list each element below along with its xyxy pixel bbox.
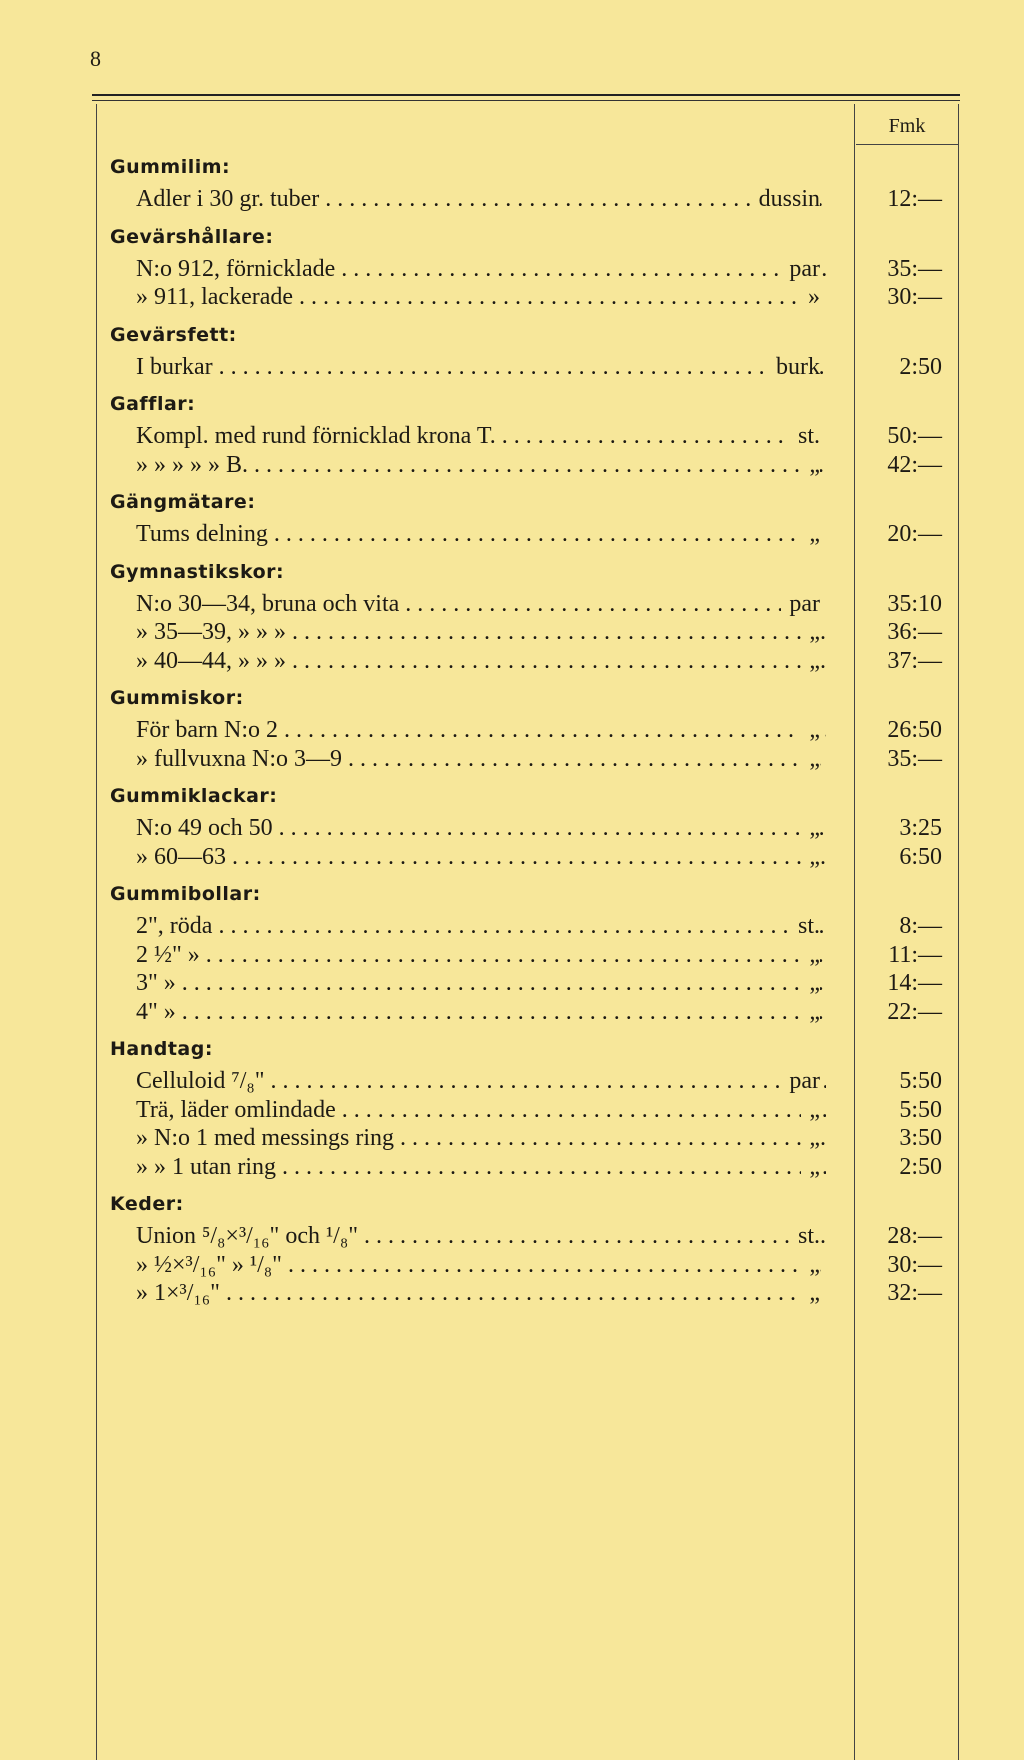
item-price: 35:10 <box>887 590 942 617</box>
item-unit: st. <box>790 422 820 451</box>
item-description: Adler i 30 gr. tuber . . . <box>136 185 826 214</box>
item-unit: par <box>781 1067 820 1096</box>
item-unit: par <box>781 590 820 619</box>
price-row <box>92 283 960 312</box>
item-price: 28:— <box>887 1223 942 1249</box>
item-unit: st. <box>790 1222 820 1251</box>
item-unit: „ <box>801 998 820 1027</box>
item-unit: „ <box>801 1096 820 1125</box>
item-price: 11:— <box>888 941 942 968</box>
item-description: » ½×³/₁₆" » ¹/₈" . . . <box>136 1251 826 1280</box>
item-unit: dussin <box>751 185 820 214</box>
item-description: N:o 49 och 50 . . . <box>136 814 826 843</box>
item-price: 3:50 <box>899 1125 942 1151</box>
price-row <box>92 745 960 774</box>
item-unit: st. <box>790 912 820 941</box>
item-description: » » 1 utan ring . . . <box>136 1153 826 1182</box>
price-row <box>92 843 960 872</box>
section-gap <box>92 1308 960 1314</box>
category-heading: Gängmätare: <box>110 491 256 513</box>
item-description: » fullvuxna N:o 3—9 . . . <box>136 745 826 774</box>
item-description: Kompl. med rund förnicklad krona T. . . . <box>136 422 826 451</box>
item-unit: „ <box>801 647 820 676</box>
item-description: 4" » . . . <box>136 998 826 1027</box>
item-description: » 1×³/₁₆" . . . <box>136 1279 826 1308</box>
currency-header: Fmk <box>856 108 958 145</box>
item-description: I burkar . . . <box>136 353 826 382</box>
category-heading: Gummiklackar: <box>110 785 278 807</box>
item-price: 12:— <box>887 186 942 212</box>
price-row <box>92 422 960 451</box>
item-description: N:o 912, förnicklade . . . <box>136 255 826 284</box>
item-price: 5:50 <box>899 1068 942 1094</box>
item-unit: „ <box>801 941 820 970</box>
item-description: N:o 30—34, bruna och vita . . . <box>136 590 826 619</box>
category-heading: Gummibollar: <box>110 883 261 905</box>
top-rule <box>92 94 960 96</box>
item-description: Tums delning . . . <box>136 520 826 549</box>
item-description: » 40—44, » » » . . . <box>136 647 826 676</box>
item-description: För barn N:o 2 . . . <box>136 716 826 745</box>
item-price: 2:50 <box>899 1153 942 1180</box>
item-price: 42:— <box>887 451 942 478</box>
price-row <box>92 618 960 647</box>
page-number: 8 <box>90 46 101 71</box>
item-unit: „ <box>801 969 820 998</box>
category-heading: Gevärshållare: <box>110 225 274 248</box>
price-row <box>92 590 960 619</box>
item-price: 2:50 <box>899 353 942 380</box>
item-price: 5:50 <box>899 1096 942 1123</box>
item-price: 26:50 <box>887 717 942 743</box>
price-row <box>92 647 960 676</box>
price-row <box>92 1222 960 1251</box>
item-description: 3" » . . . <box>136 969 826 998</box>
price-row <box>92 520 960 549</box>
item-unit: „ <box>801 1153 820 1182</box>
item-description: » 911, lackerade . . . <box>136 283 826 312</box>
item-price: 3:25 <box>899 815 942 841</box>
item-price: 50:— <box>887 423 942 449</box>
price-row <box>92 969 960 998</box>
price-row <box>92 185 960 214</box>
item-unit: „ <box>801 1279 820 1308</box>
item-price: 20:— <box>887 521 942 547</box>
price-row <box>92 1067 960 1096</box>
item-unit: „ <box>801 618 820 647</box>
item-unit: „ <box>801 716 820 745</box>
price-row <box>92 941 960 970</box>
item-unit: » <box>800 283 820 312</box>
price-row <box>92 451 960 480</box>
item-price: 30:— <box>887 284 942 310</box>
price-row <box>92 1279 960 1308</box>
category-heading: Handtag: <box>110 1038 213 1060</box>
item-unit: „ <box>801 520 820 549</box>
item-description: » N:o 1 med messings ring . . . <box>136 1124 826 1153</box>
item-description: » 60—63 . . . <box>136 843 826 872</box>
item-description: Union ⁵/₈×³/₁₆" och ¹/₈" . . . <box>136 1222 826 1251</box>
item-price: 36:— <box>887 619 942 645</box>
price-row <box>92 716 960 745</box>
top-rule-thin <box>92 100 960 101</box>
category-heading: Gafflar: <box>110 393 196 415</box>
item-price: 35:— <box>887 255 942 282</box>
item-description: » 35—39, » » » . . . <box>136 618 826 647</box>
item-unit: „ <box>801 814 820 843</box>
item-unit: „ <box>801 843 820 872</box>
item-description: 2 ½" » . . . <box>136 941 826 970</box>
item-price: 14:— <box>887 970 942 996</box>
category-heading: Gummilim: <box>110 156 231 178</box>
price-rows <box>92 150 960 1314</box>
category-heading: Gymnastikskor: <box>110 560 285 583</box>
item-unit: burk <box>768 353 820 382</box>
item-unit: „ <box>801 1251 820 1280</box>
category-heading: Gummiskor: <box>110 687 244 709</box>
item-price: 6:50 <box>899 843 942 870</box>
item-description: » » » » » B. . . . <box>136 451 826 480</box>
price-row <box>92 1153 960 1182</box>
item-price: 30:— <box>887 1251 942 1278</box>
item-price: 35:— <box>887 745 942 772</box>
price-row <box>92 814 960 843</box>
price-list-table <box>92 94 960 1614</box>
item-unit: „ <box>801 745 820 774</box>
item-price: 8:— <box>899 913 942 939</box>
category-heading: Gevärsfett: <box>110 323 237 346</box>
price-row <box>92 1096 960 1125</box>
category-heading: Keder: <box>110 1193 184 1215</box>
item-price: 22:— <box>887 998 942 1025</box>
item-price: 37:— <box>887 647 942 674</box>
item-description: Trä, läder omlindade . . . <box>136 1096 826 1125</box>
item-description: 2", röda . . . <box>136 912 826 941</box>
item-unit: „ <box>801 1124 820 1153</box>
price-row <box>92 1124 960 1153</box>
item-unit: „ <box>801 451 820 480</box>
price-row <box>92 1251 960 1280</box>
price-row <box>92 998 960 1027</box>
item-unit: par <box>781 255 820 284</box>
item-price: 32:— <box>887 1280 942 1306</box>
price-row <box>92 912 960 941</box>
price-row <box>92 353 960 382</box>
item-description: Celluloid ⁷/₈" . . . <box>136 1067 826 1096</box>
price-row <box>92 255 960 284</box>
